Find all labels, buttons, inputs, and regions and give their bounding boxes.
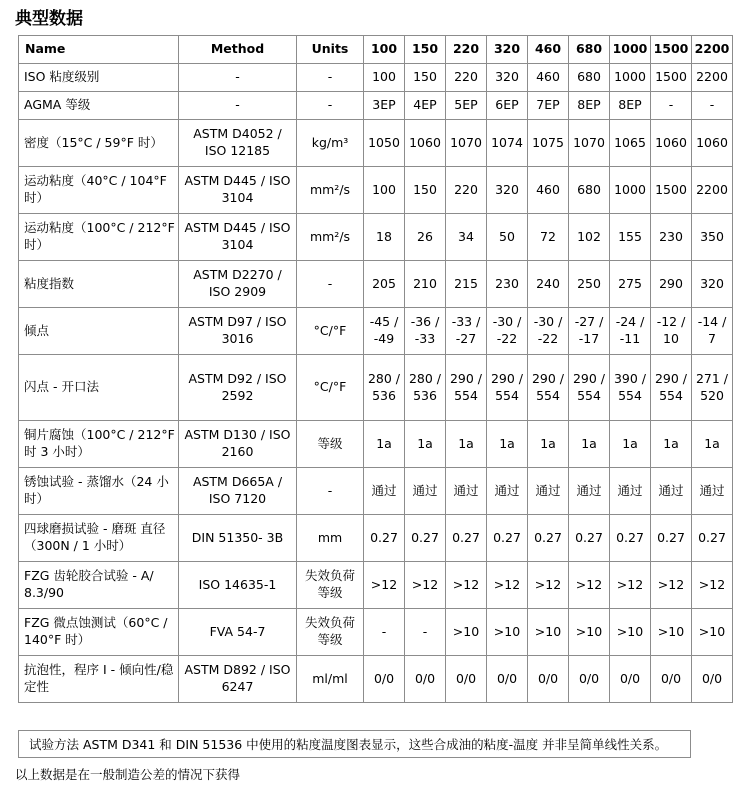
value-cell: 150 (405, 64, 446, 92)
header-grade: 150 (405, 36, 446, 64)
value-cell: 0/0 (692, 656, 733, 703)
value-cell: 1500 (651, 64, 692, 92)
value-cell: 8EP (569, 92, 610, 120)
method-cell: - (179, 64, 297, 92)
value-cell: 240 (528, 261, 569, 308)
value-cell: 0/0 (651, 656, 692, 703)
property-cell: 闪点 - 开口法 (19, 355, 179, 421)
header-grade: 460 (528, 36, 569, 64)
value-cell: 通过 (610, 468, 651, 515)
value-cell: 通过 (528, 468, 569, 515)
value-cell: - (364, 609, 405, 656)
units-cell: kg/m³ (297, 120, 364, 167)
value-cell: - (651, 92, 692, 120)
value-cell: 320 (487, 167, 528, 214)
table-header-row (19, 36, 733, 64)
value-cell: >12 (569, 562, 610, 609)
value-cell: 0/0 (364, 656, 405, 703)
units-cell: °C/°F (297, 308, 364, 355)
value-cell: 8EP (610, 92, 651, 120)
value-cell: 250 (569, 261, 610, 308)
value-cell: 0/0 (487, 656, 528, 703)
typical-data-table (18, 35, 733, 703)
units-cell: °C/°F (297, 355, 364, 421)
property-cell: 倾点 (19, 308, 179, 355)
value-cell: -27 / -17 (569, 308, 610, 355)
page-title: 典型数据 (15, 9, 83, 29)
value-cell: 320 (487, 64, 528, 92)
table-row (19, 64, 733, 92)
value-cell: 680 (569, 167, 610, 214)
value-cell: 通过 (364, 468, 405, 515)
value-cell: 通过 (692, 468, 733, 515)
table-row (19, 515, 733, 562)
value-cell: 1000 (610, 167, 651, 214)
units-cell: - (297, 64, 364, 92)
value-cell: 100 (364, 64, 405, 92)
table-row (19, 308, 733, 355)
header-grade: 2200 (692, 36, 733, 64)
value-cell: 280 / 536 (405, 355, 446, 421)
table-row (19, 92, 733, 120)
units-cell: mm²/s (297, 167, 364, 214)
value-cell: 290 / 554 (528, 355, 569, 421)
value-cell: -30 / -22 (487, 308, 528, 355)
value-cell: 102 (569, 214, 610, 261)
value-cell: 290 / 554 (569, 355, 610, 421)
value-cell: >12 (405, 562, 446, 609)
value-cell: 1a (487, 421, 528, 468)
value-cell: >12 (528, 562, 569, 609)
footer-note: 以上数据是在一般制造公差的情况下获得 (15, 767, 241, 782)
value-cell: >10 (651, 609, 692, 656)
method-cell: ASTM D130 / ISO 2160 (179, 421, 297, 468)
value-cell: -12 / 10 (651, 308, 692, 355)
value-cell: 0/0 (610, 656, 651, 703)
property-cell: 铜片腐蚀（100°C / 212°F 时 3 小时） (19, 421, 179, 468)
units-cell: - (297, 261, 364, 308)
table-row (19, 421, 733, 468)
value-cell: 通过 (651, 468, 692, 515)
value-cell: 290 / 554 (446, 355, 487, 421)
value-cell: 210 (405, 261, 446, 308)
header-method: Method (179, 36, 297, 64)
value-cell: 280 / 536 (364, 355, 405, 421)
header-grade: 320 (487, 36, 528, 64)
property-cell: 运动粘度（40°C / 104°F 时） (19, 167, 179, 214)
value-cell: 0.27 (364, 515, 405, 562)
value-cell: 271 / 520 (692, 355, 733, 421)
value-cell: >10 (487, 609, 528, 656)
value-cell: 0.27 (528, 515, 569, 562)
value-cell: >12 (364, 562, 405, 609)
method-cell: DIN 51350- 3B (179, 515, 297, 562)
value-cell: 6EP (487, 92, 528, 120)
value-cell: >12 (651, 562, 692, 609)
value-cell: -36 / -33 (405, 308, 446, 355)
value-cell: 1a (364, 421, 405, 468)
value-cell: 220 (446, 167, 487, 214)
value-cell: 1065 (610, 120, 651, 167)
value-cell: 0/0 (405, 656, 446, 703)
value-cell: 680 (569, 64, 610, 92)
table-row (19, 609, 733, 656)
property-cell: ISO 粘度级别 (19, 64, 179, 92)
value-cell: 5EP (446, 92, 487, 120)
value-cell: 0.27 (569, 515, 610, 562)
value-cell: 通过 (569, 468, 610, 515)
method-cell: ASTM D97 / ISO 3016 (179, 308, 297, 355)
value-cell: 1a (651, 421, 692, 468)
value-cell: >10 (569, 609, 610, 656)
value-cell: 1060 (651, 120, 692, 167)
units-cell: - (297, 468, 364, 515)
method-cell: ISO 14635-1 (179, 562, 297, 609)
value-cell: 100 (364, 167, 405, 214)
method-cell: ASTM D2270 / ISO 2909 (179, 261, 297, 308)
value-cell: 155 (610, 214, 651, 261)
value-cell: - (405, 609, 446, 656)
units-cell: - (297, 92, 364, 120)
value-cell: -14 / 7 (692, 308, 733, 355)
property-cell: 运动粘度（100°C / 212°F 时） (19, 214, 179, 261)
property-cell: 抗泡性，程序 I - 倾向性/稳定性 (19, 656, 179, 703)
value-cell: 1500 (651, 167, 692, 214)
method-cell: FVA 54-7 (179, 609, 297, 656)
method-cell: ASTM D445 / ISO 3104 (179, 167, 297, 214)
table-row (19, 656, 733, 703)
value-cell: 7EP (528, 92, 569, 120)
value-cell: - (692, 92, 733, 120)
value-cell: 0/0 (446, 656, 487, 703)
property-cell: 密度（15°C / 59°F 时） (19, 120, 179, 167)
value-cell: 1060 (692, 120, 733, 167)
property-cell: 锈蚀试验 - 蒸馏水（24 小时） (19, 468, 179, 515)
value-cell: 230 (487, 261, 528, 308)
value-cell: >10 (446, 609, 487, 656)
value-cell: >12 (487, 562, 528, 609)
value-cell: 1a (569, 421, 610, 468)
method-cell: ASTM D92 / ISO 2592 (179, 355, 297, 421)
value-cell: 1050 (364, 120, 405, 167)
table-row (19, 120, 733, 167)
method-cell: ASTM D665A / ISO 7120 (179, 468, 297, 515)
value-cell: 205 (364, 261, 405, 308)
header-units: Units (297, 36, 364, 64)
value-cell: 72 (528, 214, 569, 261)
table-row (19, 355, 733, 421)
table-row (19, 562, 733, 609)
value-cell: 1070 (446, 120, 487, 167)
property-cell: 粘度指数 (19, 261, 179, 308)
value-cell: 230 (651, 214, 692, 261)
value-cell: -45 / -49 (364, 308, 405, 355)
value-cell: -30 / -22 (528, 308, 569, 355)
property-cell: FZG 齿轮胶合试验 - A/ 8.3/90 (19, 562, 179, 609)
value-cell: 290 / 554 (651, 355, 692, 421)
value-cell: 1075 (528, 120, 569, 167)
value-cell: 220 (446, 64, 487, 92)
value-cell: 1a (405, 421, 446, 468)
value-cell: 1074 (487, 120, 528, 167)
units-cell: 失效负荷等级 (297, 609, 364, 656)
table-row (19, 167, 733, 214)
value-cell: 1000 (610, 64, 651, 92)
value-cell: 290 / 554 (487, 355, 528, 421)
value-cell: 50 (487, 214, 528, 261)
table-row (19, 261, 733, 308)
value-cell: 0/0 (569, 656, 610, 703)
value-cell: 0.27 (405, 515, 446, 562)
method-cell: ASTM D4052 / ISO 12185 (179, 120, 297, 167)
value-cell: >12 (610, 562, 651, 609)
value-cell: 215 (446, 261, 487, 308)
units-cell: mm²/s (297, 214, 364, 261)
method-cell: - (179, 92, 297, 120)
value-cell: >12 (446, 562, 487, 609)
value-cell: 0/0 (528, 656, 569, 703)
value-cell: 0.27 (487, 515, 528, 562)
property-cell: 四球磨损试验 - 磨斑 直径（300N / 1 小时） (19, 515, 179, 562)
value-cell: 290 (651, 261, 692, 308)
header-grade: 1500 (651, 36, 692, 64)
units-cell: mm (297, 515, 364, 562)
value-cell: 1060 (405, 120, 446, 167)
value-cell: -33 / -27 (446, 308, 487, 355)
value-cell: 0.27 (651, 515, 692, 562)
value-cell: 通过 (446, 468, 487, 515)
method-cell: ASTM D892 / ISO 6247 (179, 656, 297, 703)
value-cell: >10 (610, 609, 651, 656)
header-grade: 220 (446, 36, 487, 64)
units-cell: 失效负荷等级 (297, 562, 364, 609)
value-cell: 460 (528, 167, 569, 214)
value-cell: 0.27 (692, 515, 733, 562)
value-cell: 460 (528, 64, 569, 92)
value-cell: 1a (610, 421, 651, 468)
value-cell: 3EP (364, 92, 405, 120)
property-cell: AGMA 等级 (19, 92, 179, 120)
value-cell: 275 (610, 261, 651, 308)
method-cell: ASTM D445 / ISO 3104 (179, 214, 297, 261)
value-cell: 390 / 554 (610, 355, 651, 421)
value-cell: 通过 (487, 468, 528, 515)
header-grade: 1000 (610, 36, 651, 64)
value-cell: >10 (692, 609, 733, 656)
value-cell: 1a (692, 421, 733, 468)
value-cell: 320 (692, 261, 733, 308)
value-cell: 18 (364, 214, 405, 261)
value-cell: -24 / -11 (610, 308, 651, 355)
units-cell: ml/ml (297, 656, 364, 703)
value-cell: >10 (528, 609, 569, 656)
value-cell: >12 (692, 562, 733, 609)
viscosity-note: 试验方法 ASTM D341 和 DIN 51536 中使用的粘度温度图表显示，这些合成油的粘度-温度 并非呈简单线性关系。 (18, 730, 691, 758)
value-cell: 350 (692, 214, 733, 261)
table-row (19, 468, 733, 515)
header-grade: 680 (569, 36, 610, 64)
value-cell: 2200 (692, 167, 733, 214)
value-cell: 2200 (692, 64, 733, 92)
header-name: Name (19, 36, 179, 64)
value-cell: 26 (405, 214, 446, 261)
value-cell: 4EP (405, 92, 446, 120)
value-cell: 1a (528, 421, 569, 468)
value-cell: 150 (405, 167, 446, 214)
header-grade: 100 (364, 36, 405, 64)
units-cell: 等级 (297, 421, 364, 468)
value-cell: 0.27 (446, 515, 487, 562)
value-cell: 1a (446, 421, 487, 468)
table-row (19, 214, 733, 261)
value-cell: 1070 (569, 120, 610, 167)
value-cell: 34 (446, 214, 487, 261)
property-cell: FZG 微点蚀测试（60°C / 140°F 时） (19, 609, 179, 656)
value-cell: 0.27 (610, 515, 651, 562)
value-cell: 通过 (405, 468, 446, 515)
